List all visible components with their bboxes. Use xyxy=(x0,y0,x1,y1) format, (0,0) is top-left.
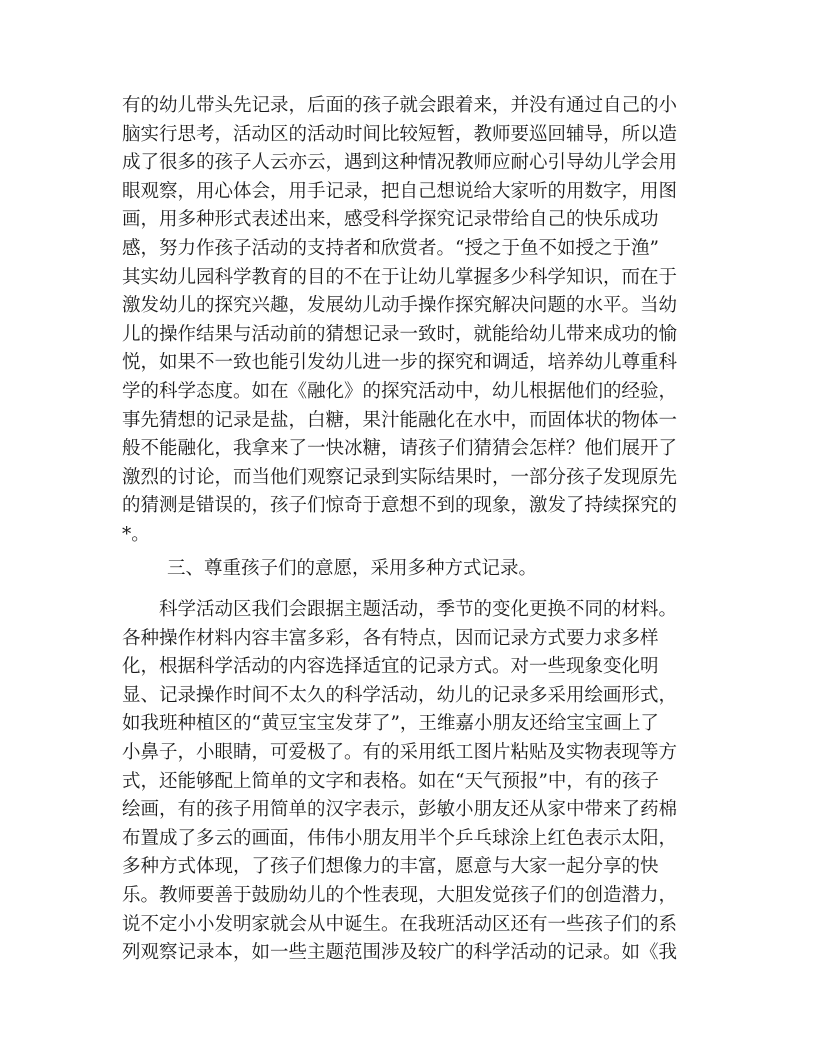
body-paragraph-2 xyxy=(122,596,702,968)
text-line: 绘画，有的孩子用简单的汉字表示，彭敏小朋友还从家中带来了药棉 xyxy=(122,799,678,821)
text-line: 的猜测是错误的，孩子们惊奇于意想不到的现象，激发了持续探究的 xyxy=(122,495,678,517)
text-line: 画，用多种形式表述出来，感受科学探究记录带给自己的快乐成功 xyxy=(122,209,659,231)
text-line: 式，还能够配上简单的文字和表格。如在“天气预报”中，有的孩子 xyxy=(122,770,659,792)
text-line: 儿的操作结果与活动前的猜想记录一致时，就能给幼儿带来成功的愉 xyxy=(122,323,678,345)
text-line: 有的幼儿带头先记录，后面的孩子就会跟着来，并没有通过自己的小 xyxy=(122,95,678,116)
text-line: 如我班种植区的“黄豆宝宝发芽了”，王维嘉小朋友还给宝宝画上了 xyxy=(122,713,659,735)
text-line: 乐。教师要善于鼓励幼儿的个性表现，大胆发觉孩子们的创造潜力， xyxy=(122,884,678,906)
text-line: 列观察记录本，如一些主题范围涉及较广的科学活动的记录。如《我 xyxy=(122,942,678,964)
text-line: 多种方式体现，了孩子们想像力的丰富，愿意与大家一起分享的快 xyxy=(122,856,659,878)
text-line: 学的科学态度。如在《融化》的探究活动中，幼儿根据他们的经验， xyxy=(122,380,678,402)
text-line: 化，根据科学活动的内容选择适宜的记录方式。对一些现象变化明 xyxy=(122,656,659,678)
text-line: 激烈的讨论，而当他们观察记录到实际结果时，一部分孩子发现原先 xyxy=(122,466,678,488)
text-line: 各种操作材料内容丰富多彩，各有特点，因而记录方式要力求多样 xyxy=(122,627,659,649)
text-line: 感，努力作孩子活动的支持者和欣赏者。“授之于鱼不如授之于渔” xyxy=(122,237,659,259)
text-line: 悦，如果不一致也能引发幼儿进一步的探究和调适，培养幼儿尊重科 xyxy=(122,352,678,374)
text-line: 成了很多的孩子人云亦云，遇到这种情况教师应耐心引导幼儿学会用 xyxy=(122,152,678,174)
text-line: *。 xyxy=(122,523,150,545)
text-line: 其实幼儿园科学教育的目的不在于让幼儿掌握多少科学知识，而在于 xyxy=(122,266,678,288)
text-line: 布置成了多云的画面，伟伟小朋友用半个乒乓球涂上红色表示太阳， xyxy=(122,827,678,849)
text-line: 科学活动区我们会跟据主题活动，季节的变化更换不同的材料。 xyxy=(122,599,678,620)
text-line: 事先猜想的记录是盐，白糖，果汁能融化在水中，而固体状的物体一 xyxy=(122,409,678,431)
body-paragraph-1 xyxy=(122,92,702,550)
text-line: 小鼻子，小眼睛，可爱极了。有的采用纸工图片粘贴及实物表现等方 xyxy=(122,741,678,763)
text-line: 般不能融化，我拿来了一快冰糖，请孩子们猜猜会怎样？他们展开了 xyxy=(122,438,678,460)
text-line: 显、记录操作时间不太久的科学活动，幼儿的记录多采用绘画形式， xyxy=(122,684,678,706)
text-line: 眼观察，用心体会，用手记录，把自己想说给大家听的用数字，用图 xyxy=(122,180,678,202)
section-heading: 三、尊重孩子们的意愿，采用多种方式记录。 xyxy=(167,558,538,579)
text-line: 说不定小小发明家就会从中诞生。在我班活动区还有一些孩子们的系 xyxy=(122,913,678,935)
text-line: 脑实行思考，活动区的活动时间比较短暂，教师要巡回辅导，所以造 xyxy=(122,123,678,145)
text-line: 激发幼儿的探究兴趣，发展幼儿动手操作探究解决问题的水平。当幼 xyxy=(122,295,678,317)
